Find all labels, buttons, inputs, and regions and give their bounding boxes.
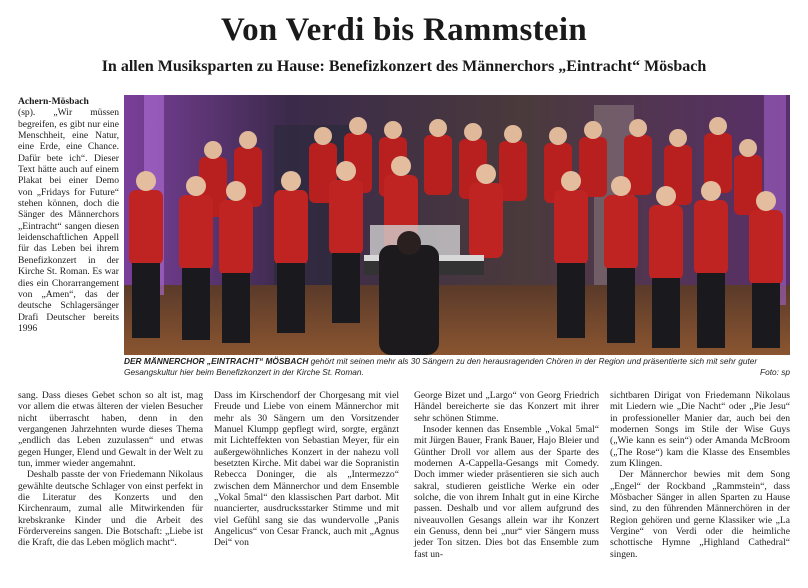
article-column-2 xyxy=(214,390,399,549)
article-paragraph: Deshalb passte der von Friedemann Nikolaus gewählte deutsche Schlager von einst perfekt in die Literatur des Konzerts und den Kirchenraum, zumal alle Mitwirkenden für krebskranke Kinder und die Arbeit des Fördervereins sangen. Die Botschaft: „Liebe ist die Kraft, die das Leben möglich macht“. xyxy=(18,469,203,549)
article-paragraph: Insoder kennen das Ensemble „Vokal 5mal“ mit Jürgen Bauer, Frank Bauer, Hajo Bleier und Günther Droll vor allem aus der Sparte des modernen A-Cappella-Gesangs mit Comedy. Doch immer wieder präsentieren sie sich auch sakral, studieren geistliche Werke ein oder solche, die von ihrem Inhalt gut in eine Kirche passen. Deshalb und vor allem aufgrund des niveauvollen Gesangs allein war ihr Konzert ein Genuss, denn bei „nur“ vier Sängern muss jeder Ton sitzen. Dies bot das Ensemble zum fast un- xyxy=(414,424,599,560)
article-paragraph: Der Männerchor bewies mit dem Song „Engel“ der Rockband „Rammstein“, dass Mösbacher Sänger in allen Sparten zu Hause sind, zu den führenden Männerchören in der Region gehören und gerne Klassiker wie „La Vergine“ von Verdi oder die heimliche schottische Hymne „Highland Cathedral“ singen. xyxy=(610,469,790,560)
caption-lead: DER MÄNNERCHOR „EINTRACHT“ MÖSBACH xyxy=(124,356,309,366)
article-column-1-bottom xyxy=(18,390,203,549)
caption-text: gehört mit seinen mehr als 30 Sängern zu den herausragenden Chören in der Region und präsentierte sich mit sehr guter Gesangskultur hier beim Benefizkonzert in der Kirche St. Roman. xyxy=(124,356,758,377)
photo-credit: Foto: sp xyxy=(760,366,790,377)
article-column-1-top xyxy=(18,96,119,334)
article-column-3 xyxy=(414,390,599,560)
article-paragraph: George Bizet und „Largo“ von Georg Friedrich Händel bereicherte sie das Konzert mit ihrer sehr schönen Stimme. xyxy=(414,390,599,424)
article-subheadline: In allen Musiksparten zu Hause: Benefizkonzert des Männerchors „Eintracht“ Mösbach xyxy=(101,58,707,75)
article-column-4 xyxy=(610,390,790,560)
article-paragraph: (sp). „Wir müssen begreifen, es gibt nur eine Menschheit, eine Natur, eine Erde, eine Chance. Dafür bete ich“. Dieser Text hätte auch auf einem Plakat bei einer Demo von „Fridays for Future“ stehen können, doch die Sänger des Männerchors „Eintracht“ sangen diesen leidenschaftlichen Appell für das Leben bei ihrem Benefizkonzert in der Kirche St. Roman. Es war dies ein Chorarrangement von „Amen“, das der deutsche Schlagersänger Drafi Deutscher bereits 1996 xyxy=(18,107,119,334)
choir-photo xyxy=(124,95,790,355)
article-paragraph: Dass im Kirschendorf der Chorgesang mit viel Freude und Liebe von einem Männerchor mit mehr als 30 Sängern um den Vorsitzender Manuel Klumpp gepflegt wird, sorgte, ergänzt mit Lichteffekten von Sebastian Meyer, für ein außergewöhnliches Konzert in der nahezu voll besetzten Kirche. Mit dabei war die Sopranistin Rebecca Doninger, die als „Intermezzo“ zwischen dem Männerchor und dem Ensemble „Vokal 5mal“ den klassischen Part darbot. Mit nuancierter, ausdrucksstarker Stimme und mit viel Gefühl sang sie das wundervolle „Panis Angelicus“ von Cesar Franck, auch mit „Agnus Dei“ von xyxy=(214,390,399,549)
photo-caption xyxy=(124,356,790,377)
article-paragraph: sichtbaren Dirigat von Friedemann Nikolaus mit Liedern wie „Die Nacht“ oder „Pie Jesu“ in professioneller Manier dar, auch bei den modernen Songs im Stile der Wise Guys („Wie kann es sein“) oder Amanda McBroom („The Rose“) kam die Klasse des Ensembles zum Klingen. xyxy=(610,390,790,470)
article-paragraph: sang. Dass dieses Gebet schon so alt ist, mag vor allem die etwas älteren der vielen Besucher nicht überrascht haben, denn in den vergangenen Jahrzehnten wurde dieses Thema „endlich das Leben zuzulassen“ und etwas gegen Hunger, Elend und Gewalt in der Welt zu tun, immer wieder angemahnt. xyxy=(18,390,203,470)
dateline: Achern-Mösbach xyxy=(18,96,89,107)
article-headline: Von Verdi bis Rammstein xyxy=(220,12,587,48)
